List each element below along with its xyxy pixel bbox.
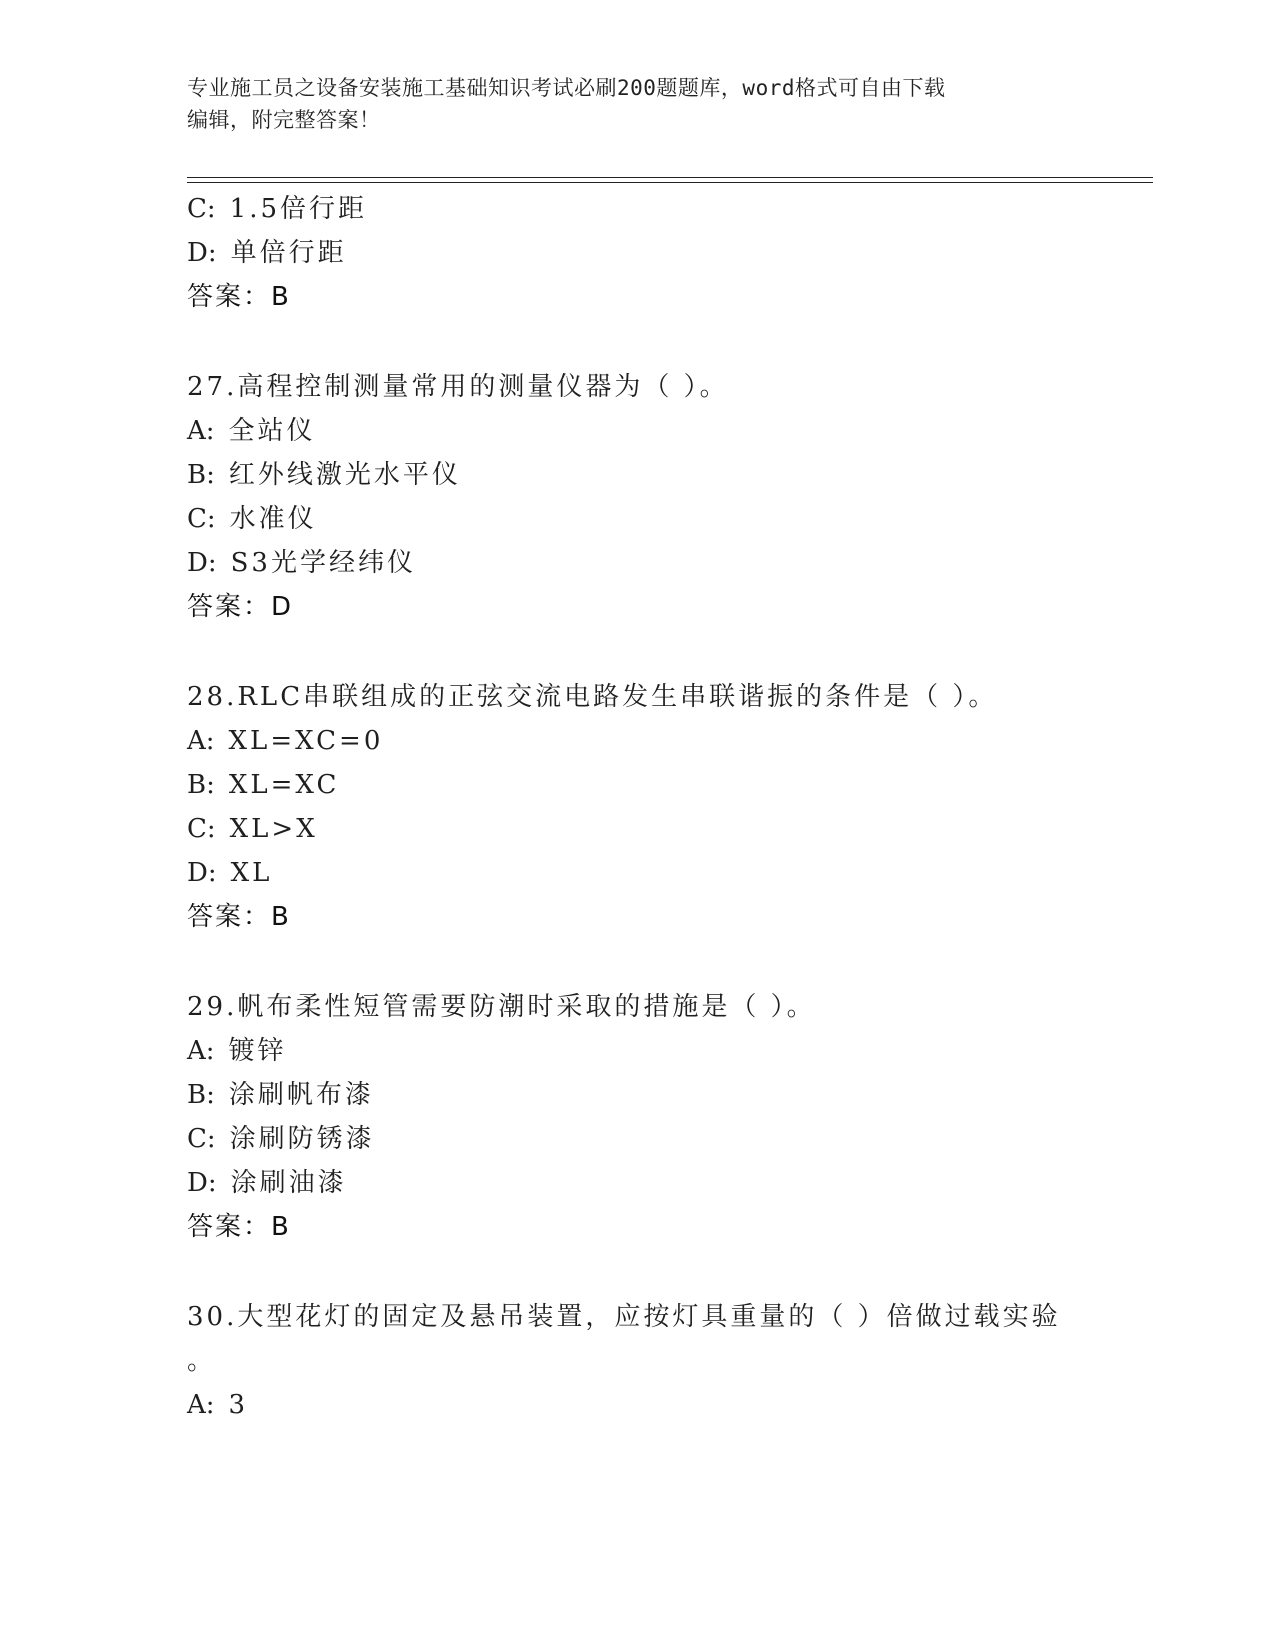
option-label: C: — [187, 814, 216, 844]
option-c — [187, 192, 367, 226]
option-c — [187, 502, 317, 536]
option-text: 涂刷油漆 — [230, 1168, 347, 1198]
option-text: XL — [230, 858, 273, 888]
option-b — [187, 768, 339, 802]
option-label: B: — [187, 1080, 215, 1110]
option-text: XL=XC — [228, 770, 340, 800]
answer: 答案：B — [187, 1212, 291, 1242]
option-text: 单倍行距 — [230, 238, 347, 268]
answer: 答案：D — [187, 592, 294, 622]
question-stem: 27.高程控制测量常用的测量仪器为（ ）。 — [187, 372, 729, 402]
option-a — [187, 724, 383, 758]
option-a — [187, 414, 316, 448]
option-label: C: — [187, 1124, 216, 1154]
option-text: 3 — [228, 1390, 249, 1420]
option-c — [187, 812, 318, 846]
option-label: B: — [187, 770, 215, 800]
question-stem: 29.帆布柔性短管需要防潮时采取的措施是（ ）。 — [187, 992, 816, 1022]
question-stem-continuation: 。 — [187, 1346, 217, 1376]
question-stem: 30.大型花灯的固定及悬吊装置，应按灯具重量的（ ）倍做过载实验 — [187, 1302, 1061, 1332]
option-text: 水准仪 — [229, 504, 317, 534]
option-a — [187, 1034, 287, 1068]
option-d — [187, 1166, 347, 1200]
answer: 答案：B — [187, 282, 291, 312]
option-text: S3光学经纬仪 — [230, 548, 416, 578]
option-d — [187, 236, 347, 270]
option-label: A: — [187, 1036, 215, 1066]
option-text: XL>X — [229, 814, 318, 844]
option-text: 涂刷帆布漆 — [228, 1080, 374, 1110]
option-d — [187, 856, 272, 890]
option-text: 1.5倍行距 — [229, 194, 368, 224]
header-line-1: 专业施工员之设备安装施工基础知识考试必刷200题题库，word格式可自由下载 — [187, 76, 946, 100]
option-label: D: — [187, 1168, 217, 1198]
answer: 答案：B — [187, 902, 291, 932]
header-divider-bottom — [187, 182, 1153, 183]
option-label: B: — [187, 460, 215, 490]
question-stem: 28.RLC串联组成的正弦交流电路发生串联谐振的条件是（ ）。 — [187, 682, 998, 712]
option-label: D: — [187, 548, 217, 578]
document-header — [187, 72, 1087, 136]
option-a — [187, 1388, 248, 1422]
option-text: 涂刷防锈漆 — [229, 1124, 375, 1154]
option-c — [187, 1122, 375, 1156]
option-b — [187, 1078, 374, 1112]
option-d — [187, 546, 416, 580]
option-label: C: — [187, 504, 216, 534]
option-text: 红外线激光水平仪 — [228, 460, 461, 490]
option-label: C: — [187, 194, 216, 224]
option-text: 全站仪 — [228, 416, 316, 446]
option-label: A: — [187, 726, 215, 756]
option-text: XL=XC=0 — [228, 726, 384, 756]
option-label: D: — [187, 238, 217, 268]
header-divider-top — [187, 177, 1153, 178]
header-line-2: 编辑，附完整答案！ — [187, 108, 381, 132]
option-label: D: — [187, 858, 217, 888]
option-b — [187, 458, 461, 492]
option-text: 镀锌 — [228, 1036, 287, 1066]
option-label: A: — [187, 1390, 215, 1420]
option-label: A: — [187, 416, 215, 446]
